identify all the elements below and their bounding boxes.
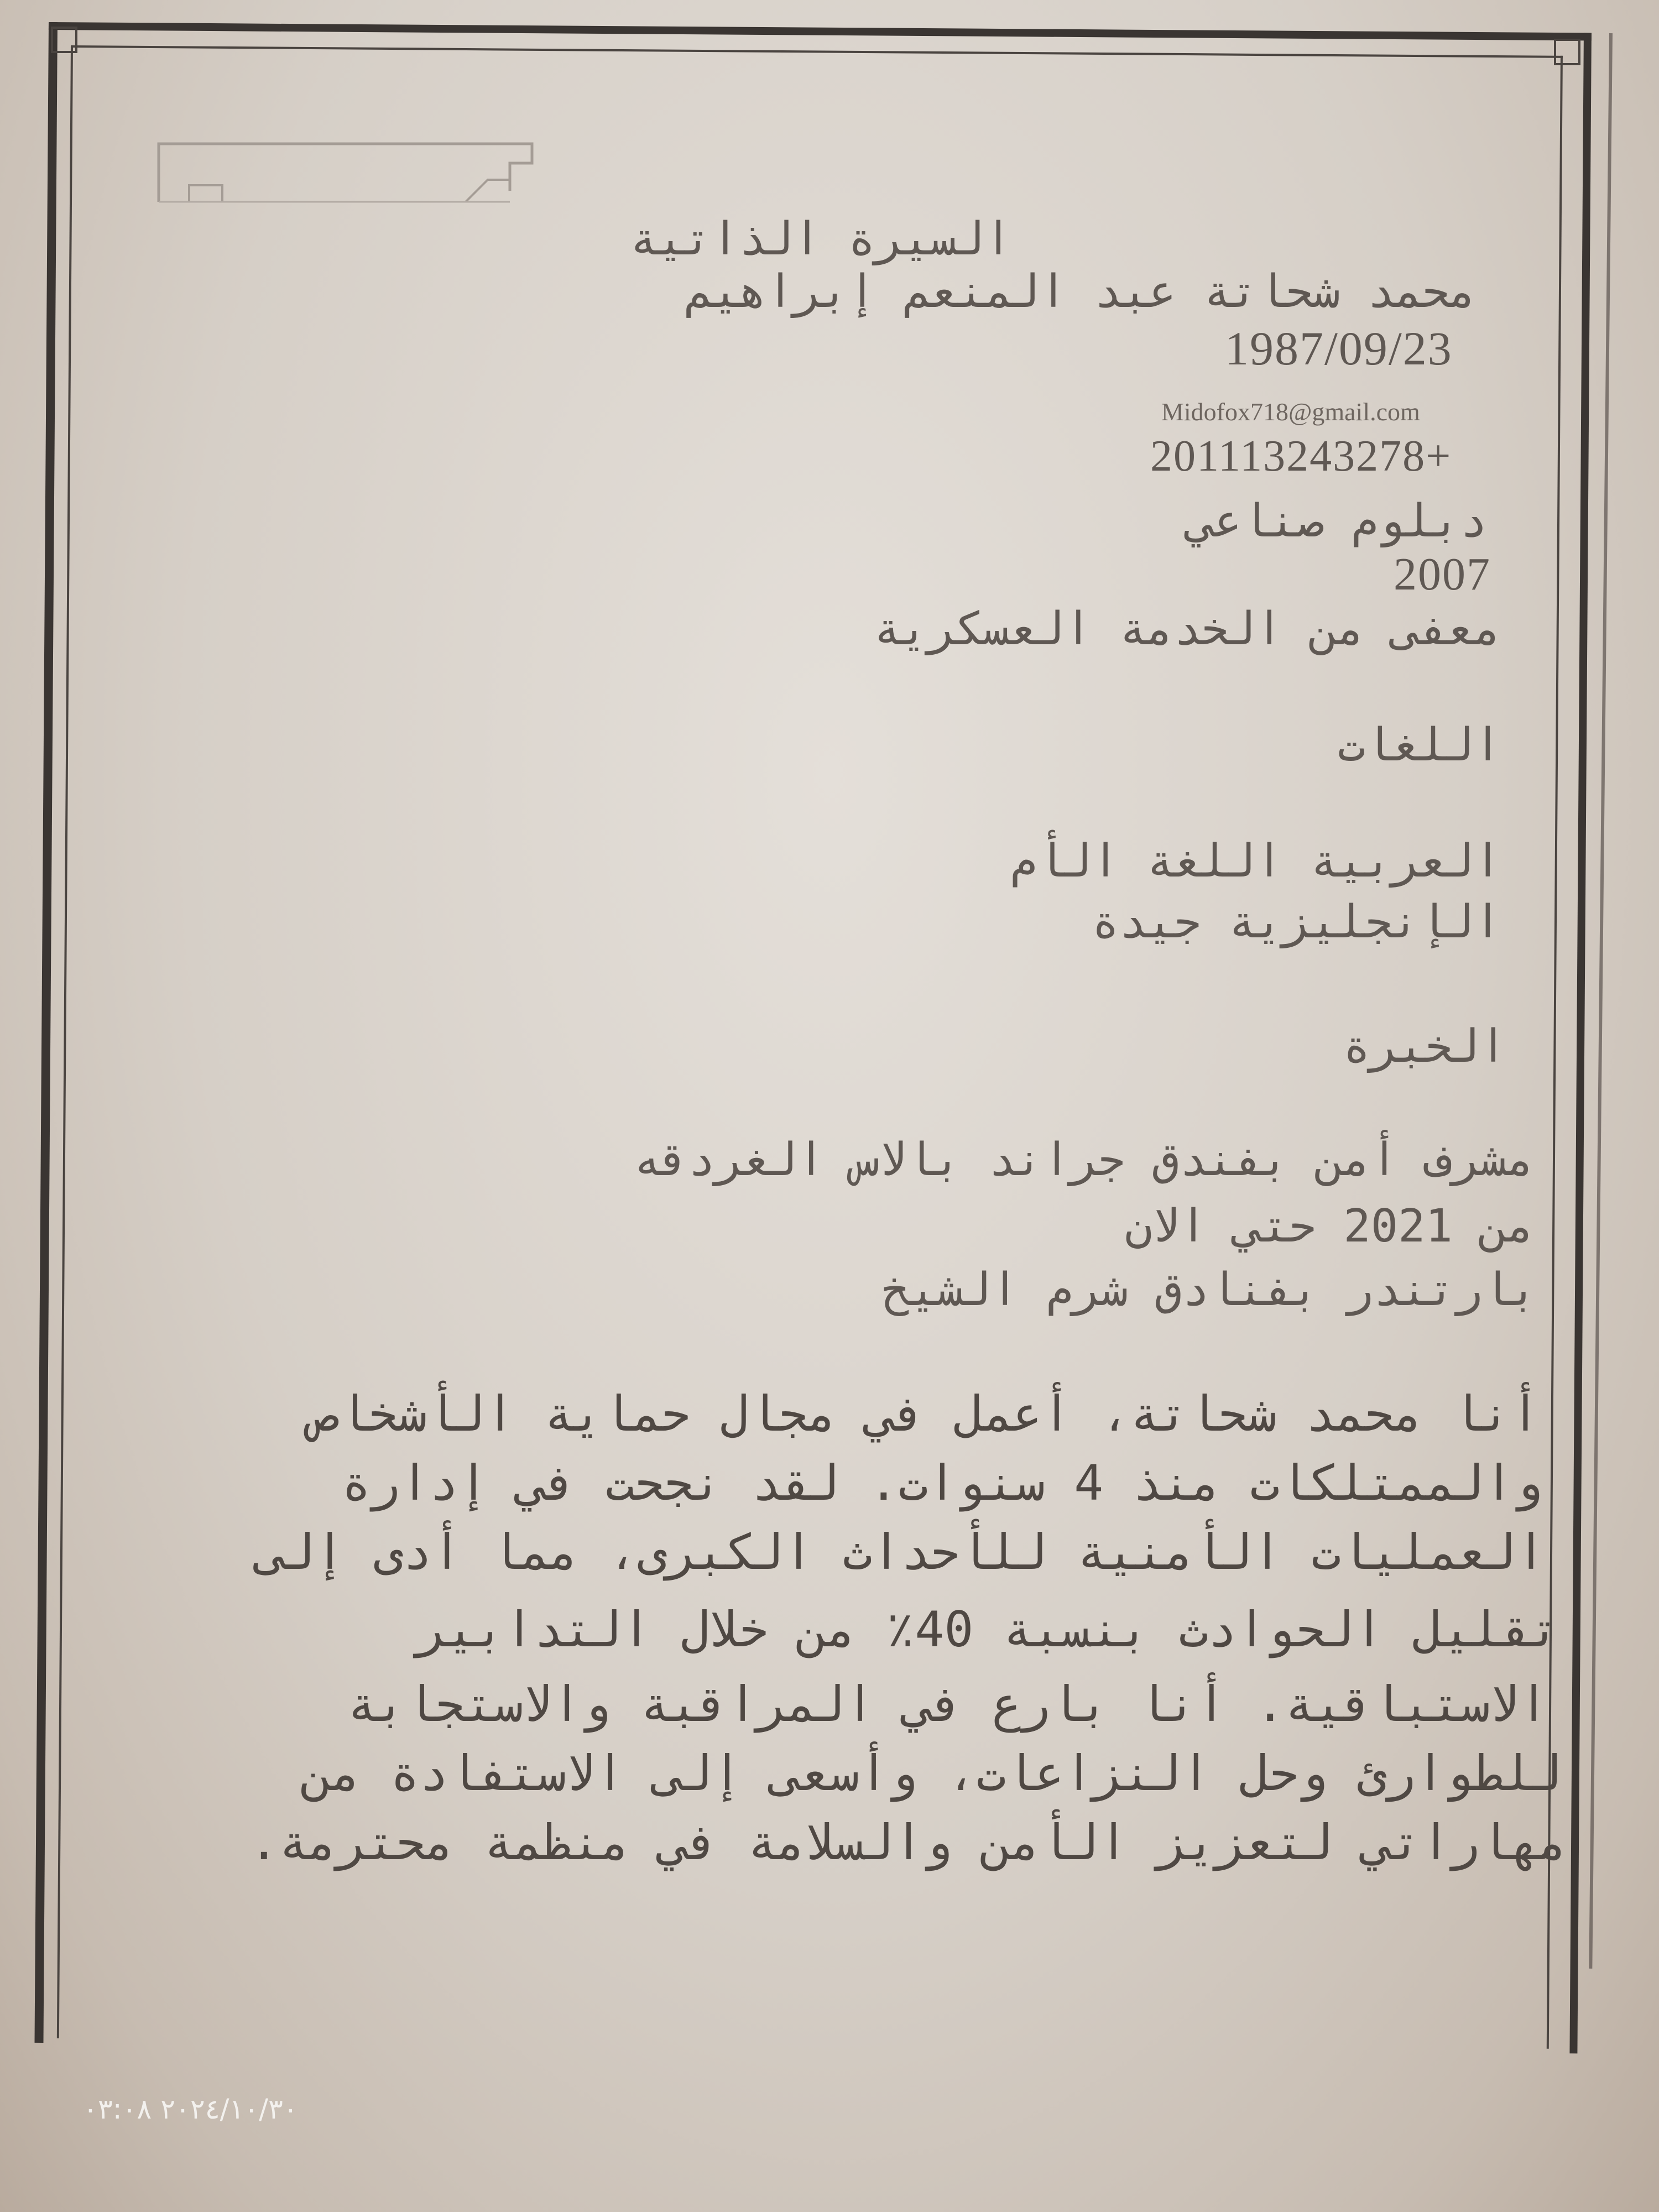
education-year: 2007	[1394, 549, 1491, 600]
language-english: الإنجليزية جيدة	[1092, 896, 1501, 948]
languages-heading: اللغات	[1337, 719, 1501, 771]
email-address: Midofox718@gmail.com	[1161, 398, 1420, 426]
faded-stamp-mark	[156, 141, 543, 205]
cv-title: السيرة الذاتية	[629, 213, 1012, 265]
border-corner-ornament	[51, 27, 77, 53]
experience-heading: الخبرة	[1343, 1020, 1507, 1073]
phone-number: 201113243278+	[1150, 432, 1452, 481]
experience-item: مشرف أمن بفندق جراند بالاس الغردقه	[633, 1134, 1535, 1186]
education-qualification: دبلوم صناعي	[1187, 495, 1488, 547]
experience-item: بارتندر بفنادق شرم الشيخ	[882, 1264, 1537, 1316]
summary-line: أنا محمد شحاتة، أعمل في مجال حماية الأشخاص	[309, 1385, 1540, 1442]
summary-line: مهاراتي لتعزيز الأمن والسلامة في منظمة محترمة.	[249, 1814, 1568, 1871]
full-name: محمد شحاتة عبد المنعم إبراهيم	[685, 265, 1477, 318]
summary-line: والممتلكات منذ 4 سنوات. لقد نجحت في إدارة	[341, 1454, 1543, 1511]
photo-timestamp: ٢٠٢٤/١٠/٣٠ ٠٣:٠٨	[83, 2093, 298, 2125]
birth-date: 1987/09/23	[1225, 322, 1453, 375]
summary-line: الاستباقية. أنا بارع في المراقبة والاستجابة	[347, 1676, 1548, 1733]
summary-line: للطوارئ وحل النزاعات، وأسعى إلى الاستفادة من	[302, 1745, 1562, 1802]
military-status: معفى من الخدمة العسكرية	[873, 603, 1501, 655]
page-edge-shadow	[1589, 33, 1613, 1969]
summary-line: العمليات الأمنية للأحداث الكبرى، مما أدى إلى	[256, 1524, 1546, 1580]
border-corner-ornament	[1554, 39, 1580, 65]
language-arabic: العربية اللغة الأم	[1010, 835, 1501, 888]
experience-item: من 2021 حتي الان	[1125, 1200, 1535, 1253]
summary-line: تقليل الحوادث بنسبة 40٪ من خلال التدابير	[416, 1601, 1559, 1658]
